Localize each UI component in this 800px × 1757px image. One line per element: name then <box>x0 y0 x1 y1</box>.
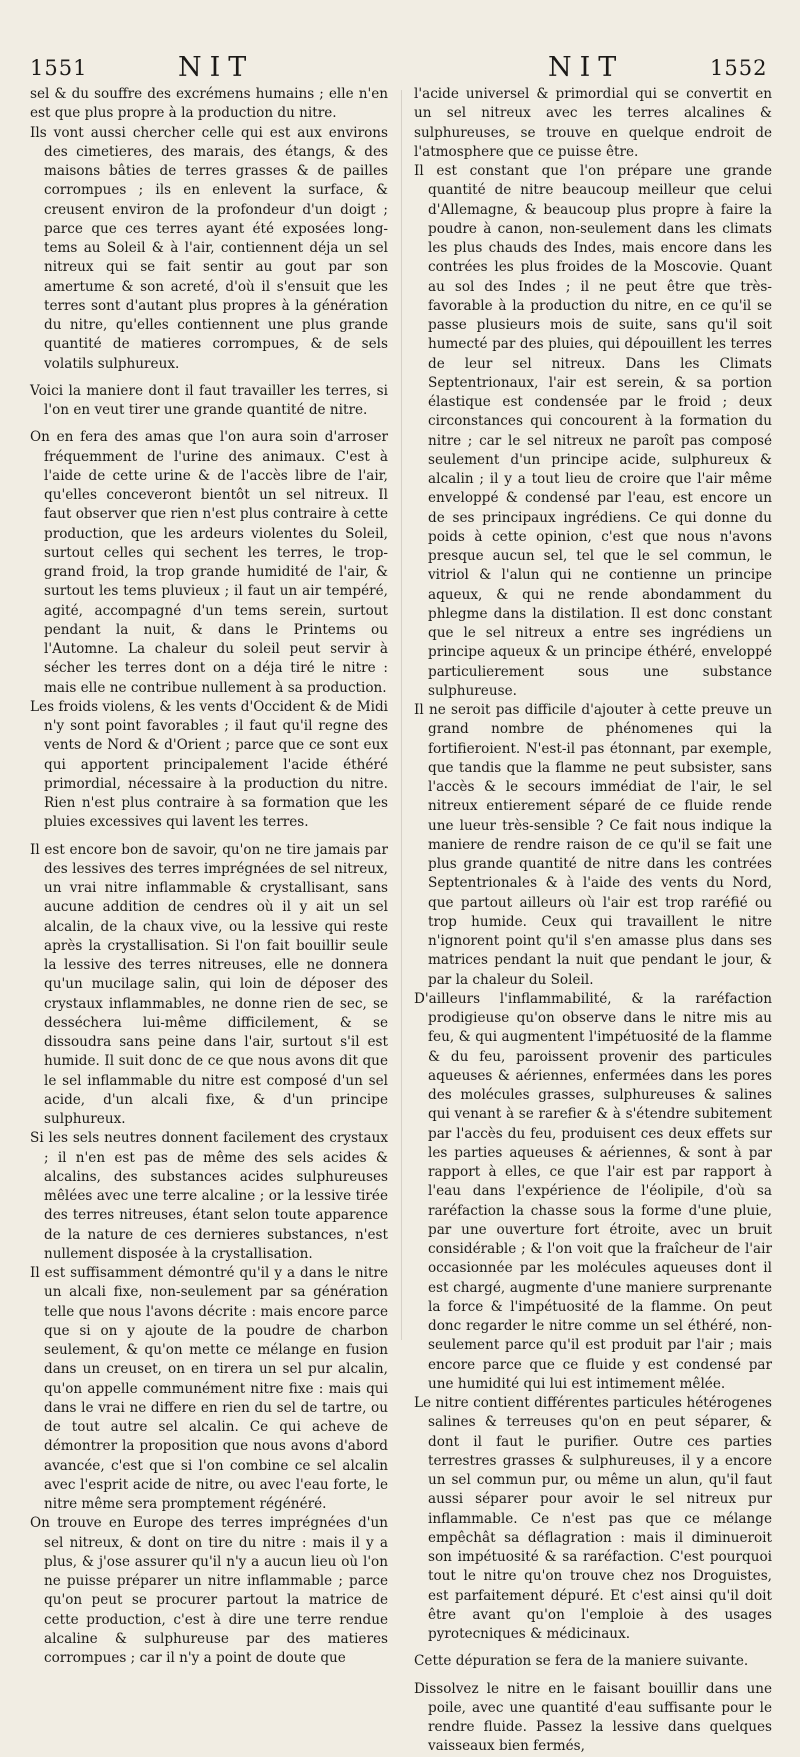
paragraph: Ils vont aussi chercher celle qui est aux environs des cimetieres, des marais, des étangs, & des maisons bâties de terres grasses & de pailles corrompues ; ils en enlevent la surface, & creusent environ de la profondeur d'un doigt ; parce que ces terres ayant été exposées long-tems au Soleil & à l'air, contiennent déja un sel nitreux qui se fait sentir au gout par son amertume & son acreté, d'où il s'ensuit que les terres sont d'autant plus propres à la génération du nitre, qu'elles contiennent une plus grande quantité de matieres corrompues, & de sels volatils sulphureux. <box>30 124 388 372</box>
paragraph: Voici la maniere dont il faut travailler les terres, si l'on en veut tirer une grande quantité de nitre. <box>30 382 388 418</box>
right-page-number: 1552 <box>710 56 768 80</box>
paragraph: On en fera des amas que l'on aura soin d'arroser fréquemment de l'urine des animaux. C'est à l'aide de cette urine & de l'accès libre de l'air, qu'elles conceveront bientôt un sel nitreux. Il faut observer que rien n'est plus contraire à cette production, que les ardeurs violentes du Soleil, surtout celles qui sechent les terres, le trop-grand froid, la trop grande humidité de l'air, & surtout les tems pluvieux ; il faut un air tempéré, agité, accompagné d'un tems serein, surtout pendant la nuit, & dans le Printems ou l'Automne. La chaleur du soleil peut servir à sécher les terres dont on a déja tiré le nitre : mais elle ne contribue nullement à sa production. <box>30 429 388 696</box>
paragraph: Si les sels neutres donnent facilement des crystaux ; il n'en est pas de même des sels acides & alcalins, des substances acides sulphureuses mêlées avec une terre alcaline ; or la lessive tirée des terres nitreuses, étant selon toute apparence de la nature de ces dernieres substances, n'est nullement disposée à la crystallisation. <box>30 1130 388 1262</box>
paragraph: sel & du souffre des excrémens humains ; elle n'en est que plus propre à la production du nitre. <box>30 86 388 122</box>
paragraph: Dissolvez le nitre en le faisant bouillir dans une poile, avec une quantité d'eau suffisante pour le rendre fluide. Passez la lessive dans quelques vaisseaux bien fermés, <box>414 1680 772 1755</box>
paragraph: Les froids violens, & les vents d'Occident & de Midi n'y sont point favorables ; il faut qu'il regne des vents de Nord & d'Orient ; parce que ce sont eux qui apportent principalement l'acide éthéré primordial, nécessaire à la production du nitre. Rien n'est plus contraire à sa formation que les pluies excessives qui lavent les terres. <box>30 698 389 831</box>
paragraph: Cette dépuration se fera de la maniere suivante. <box>414 1653 749 1670</box>
paragraph: On trouve en Europe des terres imprégnées d'un sel nitreux, & dont on tire du nitre : mais il y a plus, & j'ose assurer qu'il n'y a aucun lieu où l'on ne puisse préparer un nitre inflammable ; parce qu'on peut se procurer partout la matrice de cette production, c'est à dire une terre rendue alcaline & sulphureuse par des matieres corrompues ; car il n'y a point de doute que <box>30 1515 388 1666</box>
right-running-head: NIT <box>548 52 625 83</box>
paragraph: D'ailleurs l'inflammabilité, & la raréfaction prodigieuse qu'on observe dans le nitre mis au feu, & qui augmentent l'impétuosité de la flamme & du feu, paroissent provenir des particules aqueuses & aériennes, enfermées dans les pores des molécules grasses, sulphureuses & salines qui venant à se rarefier & à s'étendre subitement par l'accès du feu, produisent ces deux effets sur les parties aqueuses & aériennes, & sont à par rapport à elles, ce que l'air est par rapport à l'eau dans l'expérience de l'éolipile, d'où sa raréfaction la chasse sous la forme d'une pluie, par une ouverture fort étroite, avec un bruit considérable ; & l'on voit que la fraîcheur de l'air occasionnée par les molécules aqueuses dont il est chargé, augmente d'une maniere surprenante la force & l'impétuosité de la flamme. On peut donc regarder le nitre comme un sel éthéré, non-seulement parce qu'il est produit par l'air ; mais encore parce que ce fluide y est condensé par une humidité qui lui est intimement mêlée. <box>414 990 772 1392</box>
column-divider <box>401 90 402 1340</box>
page-header <box>0 52 800 88</box>
paragraph: Il ne seroit pas difficile d'ajouter à cette preuve un grand nombre de phénomenes qui la fortifieroient. N'est-il pas étonnant, par exemple, que tandis que la flamme ne peut subsister, sans l'accès & le secours immédiat de l'air, le sel nitreux entierement séparé de ce fluide rende une lueur très-sensible ? Ce fait nous indique la maniere de rendre raison de ce qu'il se fait une plus grande quantité de nitre dans les contrées Septentrionales & à l'aide des vents du Nord, que partout ailleurs où l'air est trop raréfié ou trop humide. Ceux qui travaillent le nitre n'ignorent point qu'il s'en amasse plus dans ses matrices pendant la nuit que pendant le jour, & par la chaleur du Soleil. <box>414 702 772 988</box>
left-running-head: NIT <box>178 52 255 83</box>
left-page-number: 1551 <box>30 56 88 80</box>
right-column <box>414 85 772 1757</box>
left-column <box>30 85 388 1668</box>
paragraph: Il est constant que l'on prépare une grande quantité de nitre beaucoup meilleur que celui d'Allemagne, & beaucoup plus propre à faire la poudre à canon, non-seulement dans les climats les plus chauds des Indes, mais encore dans les contrées les plus froides de la Moscovie. Quant au sol des Indes ; il ne peut être que très-favorable à la production du nitre, en ce qu'il se passe plusieurs mois de suite, sans qu'il soit humecté par des pluies, qui dépouillent les terres de leur sel nitreux. Dans les Climats Septentrionaux, l'air est serein, & sa portion élastique est condensée par le froid ; deux circonstances qui concourent à la formation du nitre ; car le sel nitreux ne paroît pas composé seulement d'un principe acide, sulphureux & alcalin ; il y a tout lieu de croire que l'air même enveloppé & condensé par l'eau, est encore un de ses principaux ingrédiens. Ce qui donne du poids à cette opinion, c'est que nous n'avons presque aucun sel, tel que le sel commun, le vitriol & l'alun qui ne contienne un principe aqueux, & qui ne rende abondamment du phlegme dans la distilation. Il est donc constant que le sel nitreux a entre ses ingrédiens un principe aqueux & un principe éthéré, enveloppé particulierement sous une substance sulphureuse. <box>414 163 772 699</box>
paragraph: Il est suffisamment démontré qu'il y a dans le nitre un alcali fixe, non-seulement par sa génération telle que nous l'avons décrite : mais encore parce que si on y ajoute de la poudre de charbon seulement, & qu'on mette ce mélange en fusion dans un creuset, on en tirera un sel pur alcalin, qu'on appelle communément nitre fixe : mais qui dans le vrai ne differe en rien du sel de tartre, ou de tout autre sel alcalin. Ce qui acheve de démontrer la proposition que nous avons d'abord avancée, c'est que si l'on combine ce sel alcalin avec l'esprit acide de nitre, ou avec l'eau forte, le nitre même sera promptement régénéré. <box>30 1265 388 1512</box>
paragraph: l'acide universel & primordial qui se convertit en un sel nitreux avec les terres alcalines & sulphureuses, se trouve en quelque endroit de l'atmosphere que ce puisse être. <box>414 86 772 160</box>
paragraph: Le nitre contient différentes particules hétérogenes salines & terreuses qu'on en peut séparer, & dont il faut le purifier. Outre ces parties terrestres grasses & sulphureuses, il y a encore un sel commun pur, ou même un alun, qu'il faut aussi séparer pour avoir le sel nitreux pur inflammable. Ce n'est pas que ce mélange empêchât sa déflagration : mais il diminueroit son impétuosité & sa raréfaction. C'est pourquoi tout le nitre qu'on trouve chez nos Droguistes, est parfaitement dépuré. Et c'est ainsi qu'il doit être avant qu'on l'emploie à des usages pyrotecniques & médicinaux. <box>414 1395 772 1642</box>
paragraph: Il est encore bon de savoir, qu'on ne tire jamais par des lessives des terres imprégnées de sel nitreux, un vrai nitre inflammable & crystallisant, sans aucune addition de cendres où il y ait un sel alcalin, de la chaux vive, ou la lessive qui reste après la crystallisation. Si l'on fait bouillir seule la lessive des terres nitreuses, elle ne donnera qu'un mucilage salin, qui loin de déposer des crystaux inflammables, ne donne rien de sec, se desséchera lui-même difficilement, & se dissoudra sans peine dans l'air, surtout s'il est humide. Il suit donc de ce que nous avons dit que le sel inflammable du nitre est composé d'un sel acide, d'un alcali fixe, & d'un principe sulphureux. <box>30 841 388 1127</box>
